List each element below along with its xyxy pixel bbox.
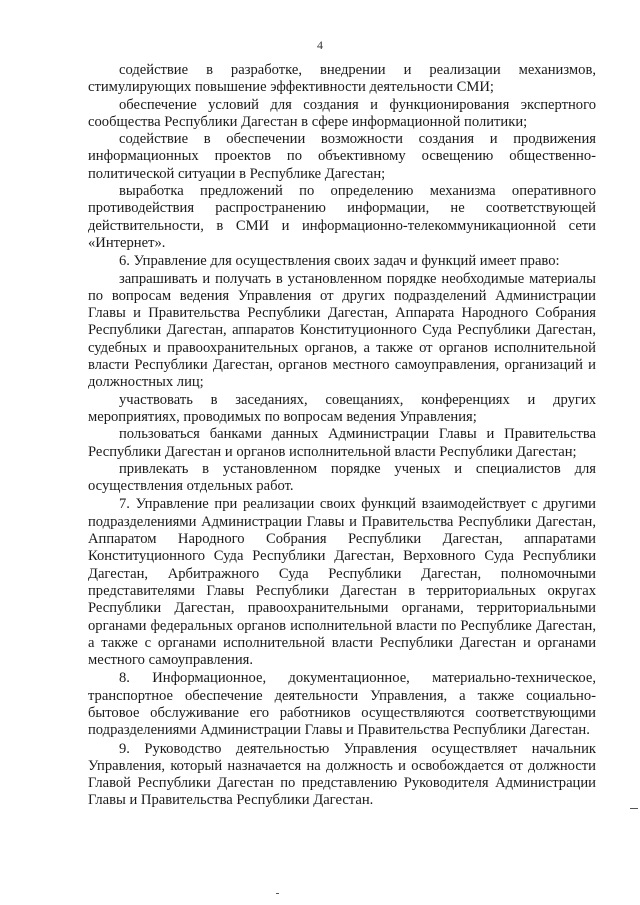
paragraph: участвовать в заседаниях, совещаниях, конференциях и других мероприятиях, проводимых по вопросам ведения Управления; (88, 391, 596, 425)
paragraph: содействие в разработке, внедрении и реализации механизмов, стимулирующих повышение эффективности деятельности СМИ; (88, 62, 596, 96)
paragraph: пользоваться банками данных Администрации Главы и Правительства Республики Дагестан и органов исполнительной власти Республики Дагестан; (88, 426, 596, 460)
paragraph: содействие в обеспечении возможности создания и продвижения информационных проектов по объективному освещению общественно-политической ситуации в Республике Дагестан; (88, 131, 596, 182)
scan-artifact-mark (630, 808, 638, 809)
paragraph: запрашивать и получать в установленном порядке необходимые материалы по вопросам ведения Управления от других подразделений Администрации Главы и Правительства Республики Дагестан, Аппарата Народного Собрания Республики Дагестан, аппаратов Конституционного Суда Республики Дагестан, судебных и правоохранительных органов, а также от органов исполнительной власти Республики Дагестан, органов местного самоуправления, организаций и должностных лиц; (88, 270, 596, 391)
scan-artifact-mark (276, 893, 279, 894)
paragraph: 7. Управление при реализации своих функций взаимодействует с другими подразделениями Администрации Главы и Правительства Республики Дагестан, Аппаратом Народного Собрания Республики Дагестан, аппаратами Конституционного Суда Республики Дагестан, Верховного Суда Республики Дагестан, Арбитражного Суда Республики Дагестан, полномочными представителями Главы Республики Дагестан в территориальных округах Республики Дагестан, правоохранительными органами, территориальными органами федеральных органов исполнительной власти по Республике Дагестан, а также с органами исполнительной власти Республики Дагестан и органами местного самоуправления. (88, 496, 596, 669)
paragraph: 8. Информационное, документационное, материально-техническое, транспортное обеспечение деятельности Управления, а также социально-бытовое обслуживание его работников осуществляются соответствующими подразделениями Администрации Главы и Правительства Республики Дагестан. (88, 670, 596, 739)
paragraph: обеспечение условий для создания и функционирования экспертного сообщества Республики Дагестан в сфере информационной политики; (88, 96, 596, 130)
page-number: 4 (317, 38, 323, 52)
paragraph: выработка предложений по определению механизма оперативного противодействия распространению информации, не соответствующей действительности, в СМИ и информационно-телекоммуникационной сети «Интернет». (88, 183, 596, 251)
paragraph: 6. Управление для осуществления своих задач и функций имеет право: (119, 253, 560, 270)
document-body (88, 62, 596, 810)
paragraph: привлекать в установленном порядке ученых и специалистов для осуществления отдельных работ. (88, 460, 596, 495)
paragraph: 9. Руководство деятельностью Управления осуществляет начальник Управления, который назначается на должность и освобождается от должности Главой Республики Дагестан по представлению Руководителя Администрации Главы и Правительства Республики Дагестан. (88, 740, 596, 809)
